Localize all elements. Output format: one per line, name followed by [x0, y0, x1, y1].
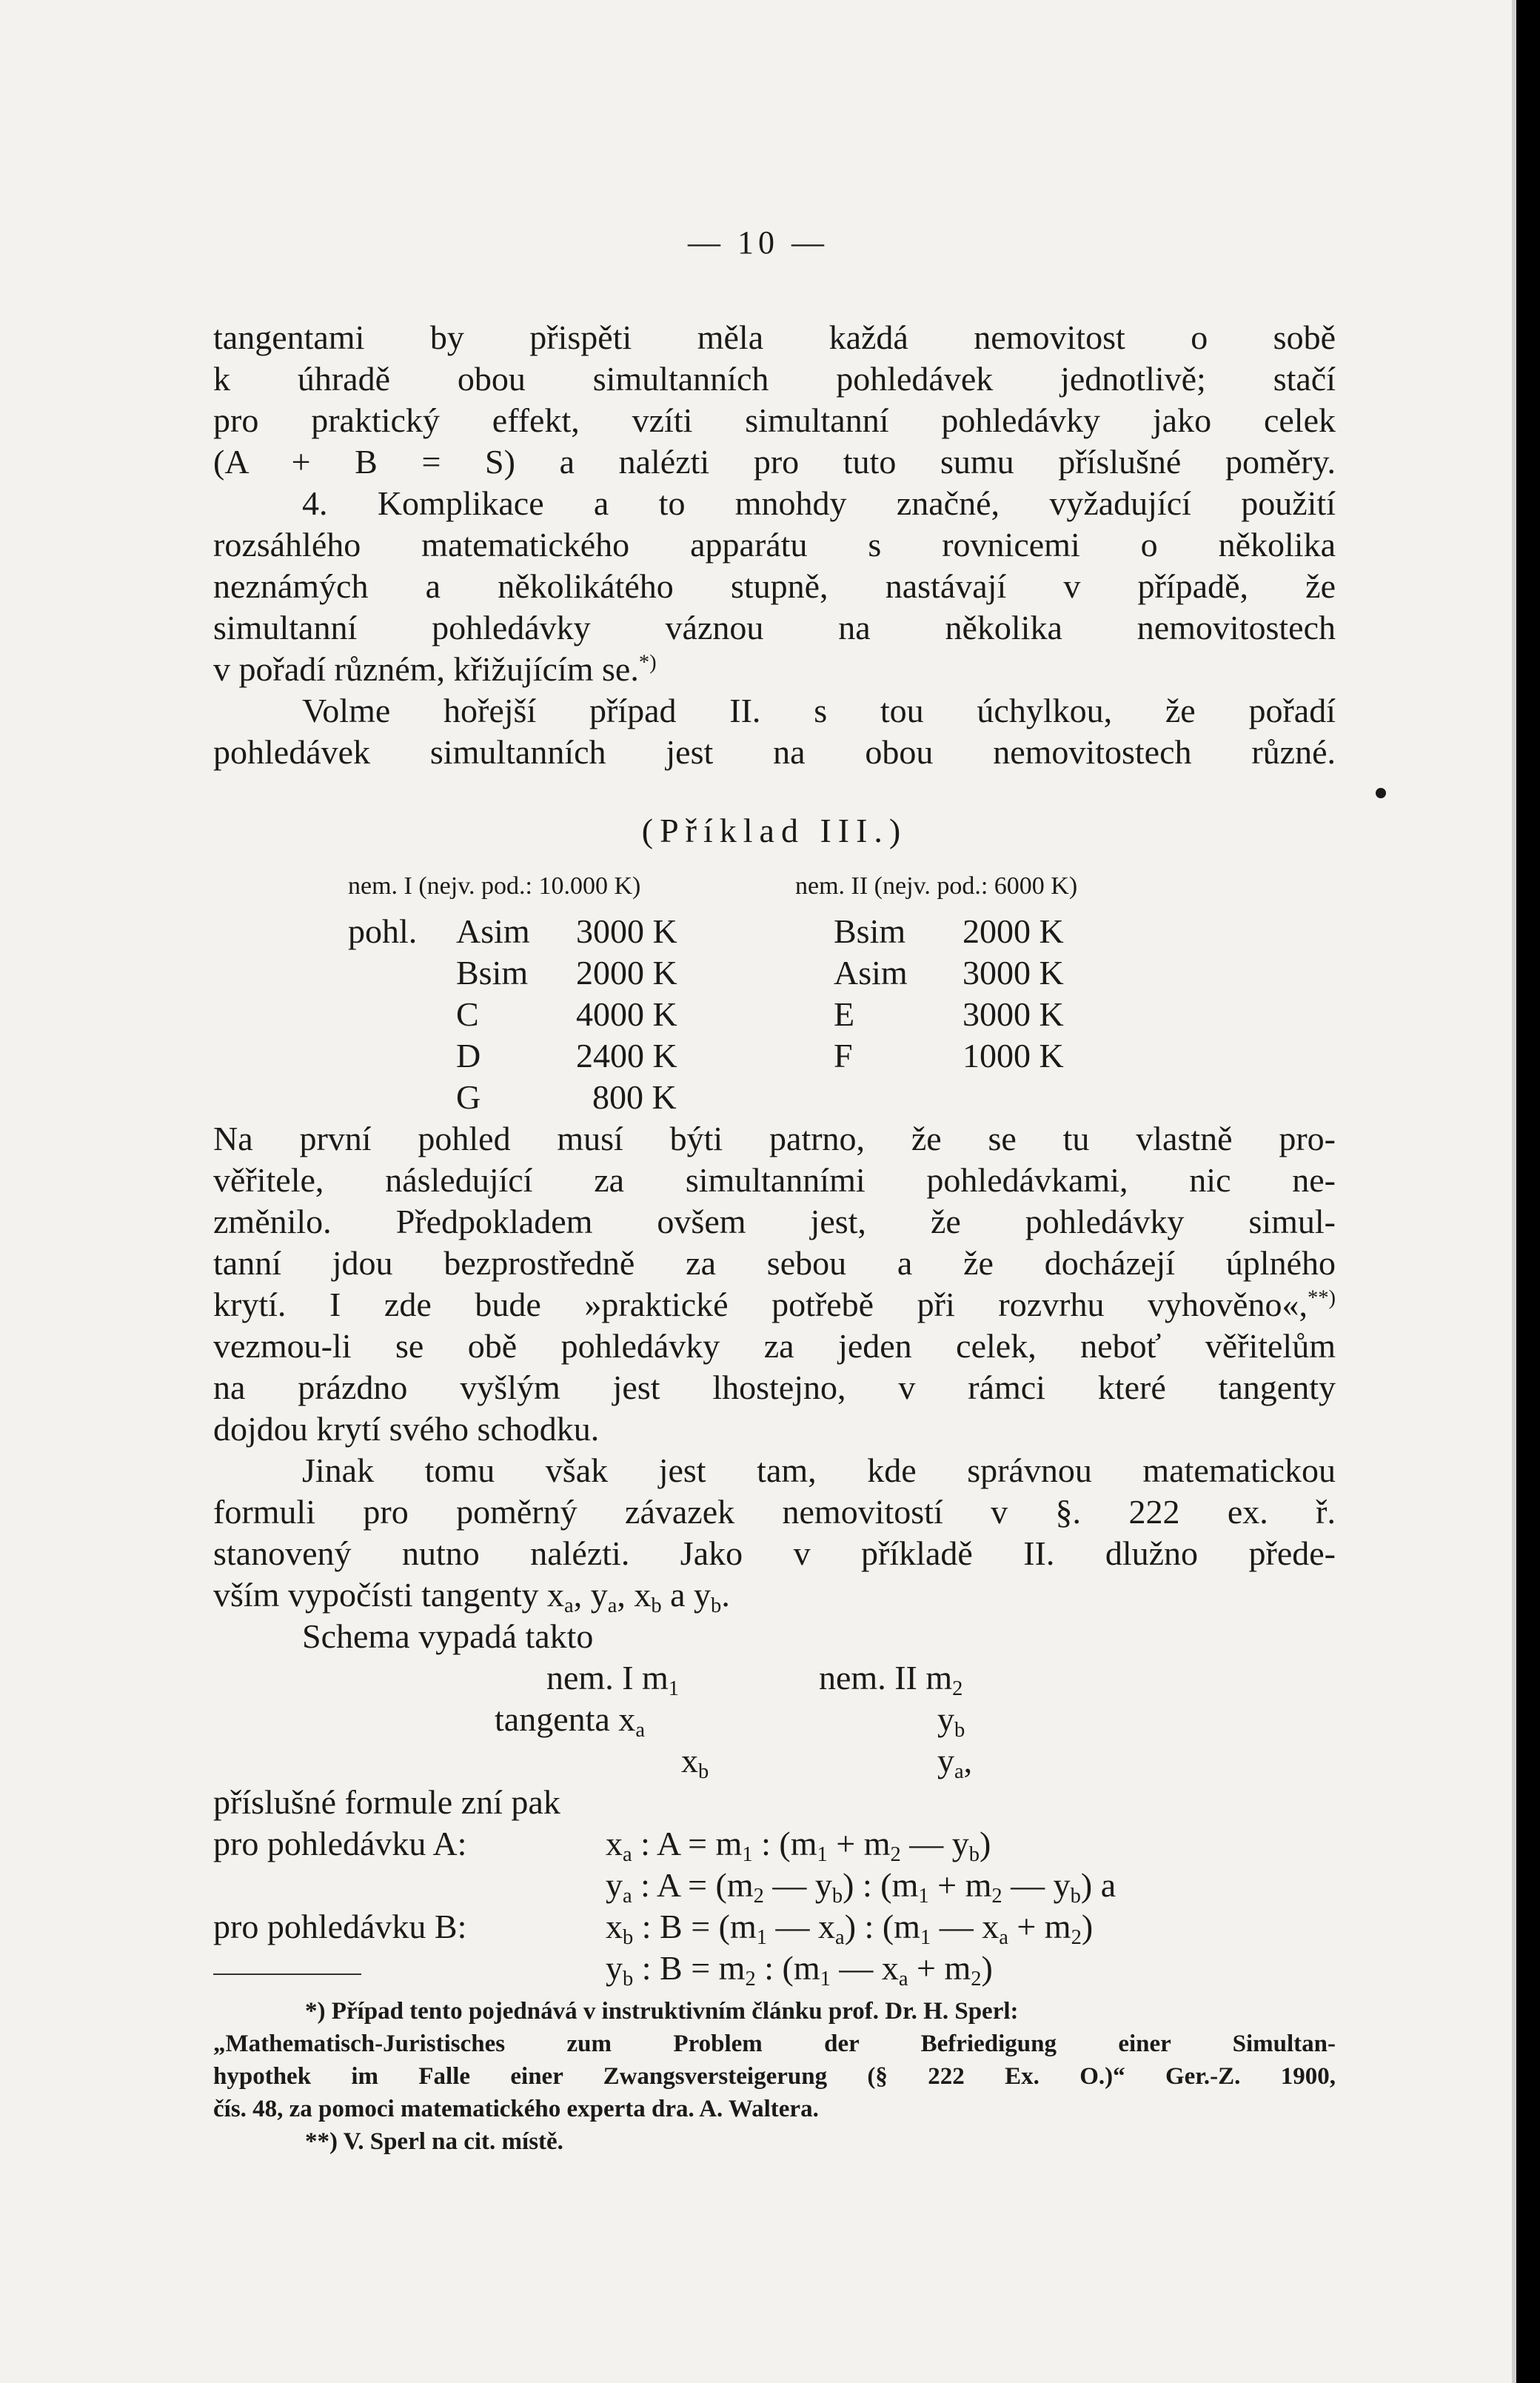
text-line: pohledávek simultanních jest na obou nemovitostech různé.: [213, 733, 1336, 771]
schema-tangenta-right: $y_b$: [937, 1700, 965, 1742]
text-line: Volme hořejší případ II. s tou úchylkou, že pořadí: [302, 692, 1336, 729]
text-line: na prázdno vyšlým jest lhostejno, v rámci které tangenty: [213, 1368, 1336, 1406]
footnote-line: hypothek im Falle einer Zwangsversteigerung (§ 222 Ex. O.)“ Ger.-Z. 1900,: [213, 2063, 1336, 2090]
claim-amount: 3000 K: [962, 954, 1064, 992]
claim-amount: 3000 K: [576, 912, 677, 950]
claim-name: E: [834, 995, 855, 1033]
example-title: (Příklad III.): [641, 812, 908, 849]
schema-intro: Schema vypadá takto: [302, 1617, 594, 1655]
schema-tangenta: tangenta $x_a$: [495, 1700, 645, 1742]
page-number: — 10 —: [688, 224, 828, 261]
footnote-line: **) V. Sperl na cit. místě.: [305, 2128, 563, 2155]
formula-label-b: pro pohledávku B:: [213, 1908, 467, 1945]
text-line: změnilo. Předpokladem ovšem jest, že pohledávky simul-: [213, 1203, 1336, 1240]
example-header-right: nem. II (nejv. pod.: 6000 K): [795, 872, 1078, 900]
claim-amount: 800 K: [592, 1078, 677, 1116]
claim-amount: 3000 K: [962, 995, 1064, 1033]
text-line: tangentami by přispěti měla každá nemovitost o sobě: [213, 318, 1336, 356]
schema-nem2: nem. II $m_2$: [819, 1659, 963, 1700]
text-line: formuli pro poměrný závazek nemovitostí v §. 222 ex. ř.: [213, 1493, 1336, 1531]
text-line: dojdou krytí svého schodku.: [213, 1410, 600, 1448]
claim-amount: 2000 K: [962, 912, 1064, 950]
text-line: vezmou-li se obě pohledávky za jeden celek, neboť věřitelům: [213, 1327, 1336, 1365]
claim-amount: 4000 K: [576, 995, 677, 1033]
footnote-line: „Mathematisch-Juristisches zum Problem der Befriedigung einer Simultan-: [213, 2031, 1336, 2057]
formula-a2: $y_a$ : $A = (m_2$ — $y_b$) : ($m_1 + m_2$ — $y_b$) a: [606, 1866, 1116, 1908]
schema-second-right: $y_a$,: [937, 1742, 973, 1783]
formulas-intro: příslušné formule zní pak: [213, 1783, 560, 1821]
formula-label-a: pro pohledávku A:: [213, 1825, 467, 1862]
claim-name: Bsim: [834, 912, 906, 950]
claim-name: Bsim: [456, 954, 529, 992]
text-line: vším vypočísti tangenty $x_a$, $y_a$, $x_b$ a $y_b$.: [213, 1576, 730, 1617]
formula-b2: $y_b$ : $B = m_2$ : ($m_1$ — $x_a + m_2$): [606, 1949, 993, 1991]
footnote-line: čís. 48, za pomoci matematického experta dra. A. Waltera.: [213, 2096, 819, 2122]
text-line: simultanní pohledávky váznou na několika nemovitostech: [213, 609, 1336, 646]
schema-nem1: nem. I $m_1$: [546, 1659, 680, 1700]
ink-dot: [1376, 788, 1386, 798]
schema-second-left: $x_b$: [681, 1742, 709, 1783]
text-line: neznámých a několikátého stupně, nastávají v případě, že: [213, 567, 1336, 605]
claim-name: C: [456, 995, 479, 1033]
formula-b1: $x_b$ : $B = (m_1$ — $x_a$) : ($m_1$ — $x_a + m_2$): [606, 1908, 1094, 1949]
text-line: 4. Komplikace a to mnohdy značné, vyžadující použití: [302, 484, 1336, 522]
text-line: krytí. I zde bude »praktické potřebě při rozvrhu vyhověno«,**): [213, 1286, 1336, 1323]
text-line: pro praktický effekt, vzíti simultanní pohledávky jako celek: [213, 401, 1336, 439]
formula-a1: $x_a$ : $A = m_1$ : ($m_1 + m_2$ — $y_b$): [606, 1825, 991, 1866]
text-line: Jinak tomu však jest tam, kde správnou matematickou: [302, 1451, 1336, 1489]
claim-name: D: [456, 1037, 481, 1074]
text-line: k úhradě obou simultanních pohledávek jednotlivě; stačí: [213, 360, 1336, 398]
claim-name: Asim: [456, 912, 530, 950]
example-header-left: nem. I (nejv. pod.: 10.000 K): [348, 872, 641, 900]
claims-prefix: pohl.: [348, 912, 418, 950]
text-line: tanní jdou bezprostředně za sebou a že docházejí úplného: [213, 1244, 1336, 1282]
text-line: (A + B = S) a nalézti pro tuto sumu příslušné poměry.: [213, 443, 1336, 481]
claim-amount: 2400 K: [576, 1037, 677, 1074]
footnote-line: *) Případ tento pojednává v instruktivním článku prof. Dr. H. Sperl:: [305, 1998, 1019, 2025]
claim-name: Asim: [834, 954, 908, 992]
footnote-rule: [213, 1973, 361, 1975]
text-line: věřitele, následující za simultanními pohledávkami, nic ne-: [213, 1161, 1336, 1199]
text-line: v pořadí různém, křižujícím se.*): [213, 650, 657, 688]
text-line: Na první pohled musí býti patrno, že se tu vlastně pro-: [213, 1120, 1336, 1157]
text-line: stanovený nutno nalézti. Jako v příkladě II. dlužno přede-: [213, 1534, 1336, 1572]
text-line: rozsáhlého matematického apparátu s rovnicemi o několika: [213, 526, 1336, 564]
claim-name: G: [456, 1078, 481, 1116]
claim-amount: 2000 K: [576, 954, 677, 992]
claim-name: F: [834, 1037, 853, 1074]
claim-amount: 1000 K: [962, 1037, 1064, 1074]
